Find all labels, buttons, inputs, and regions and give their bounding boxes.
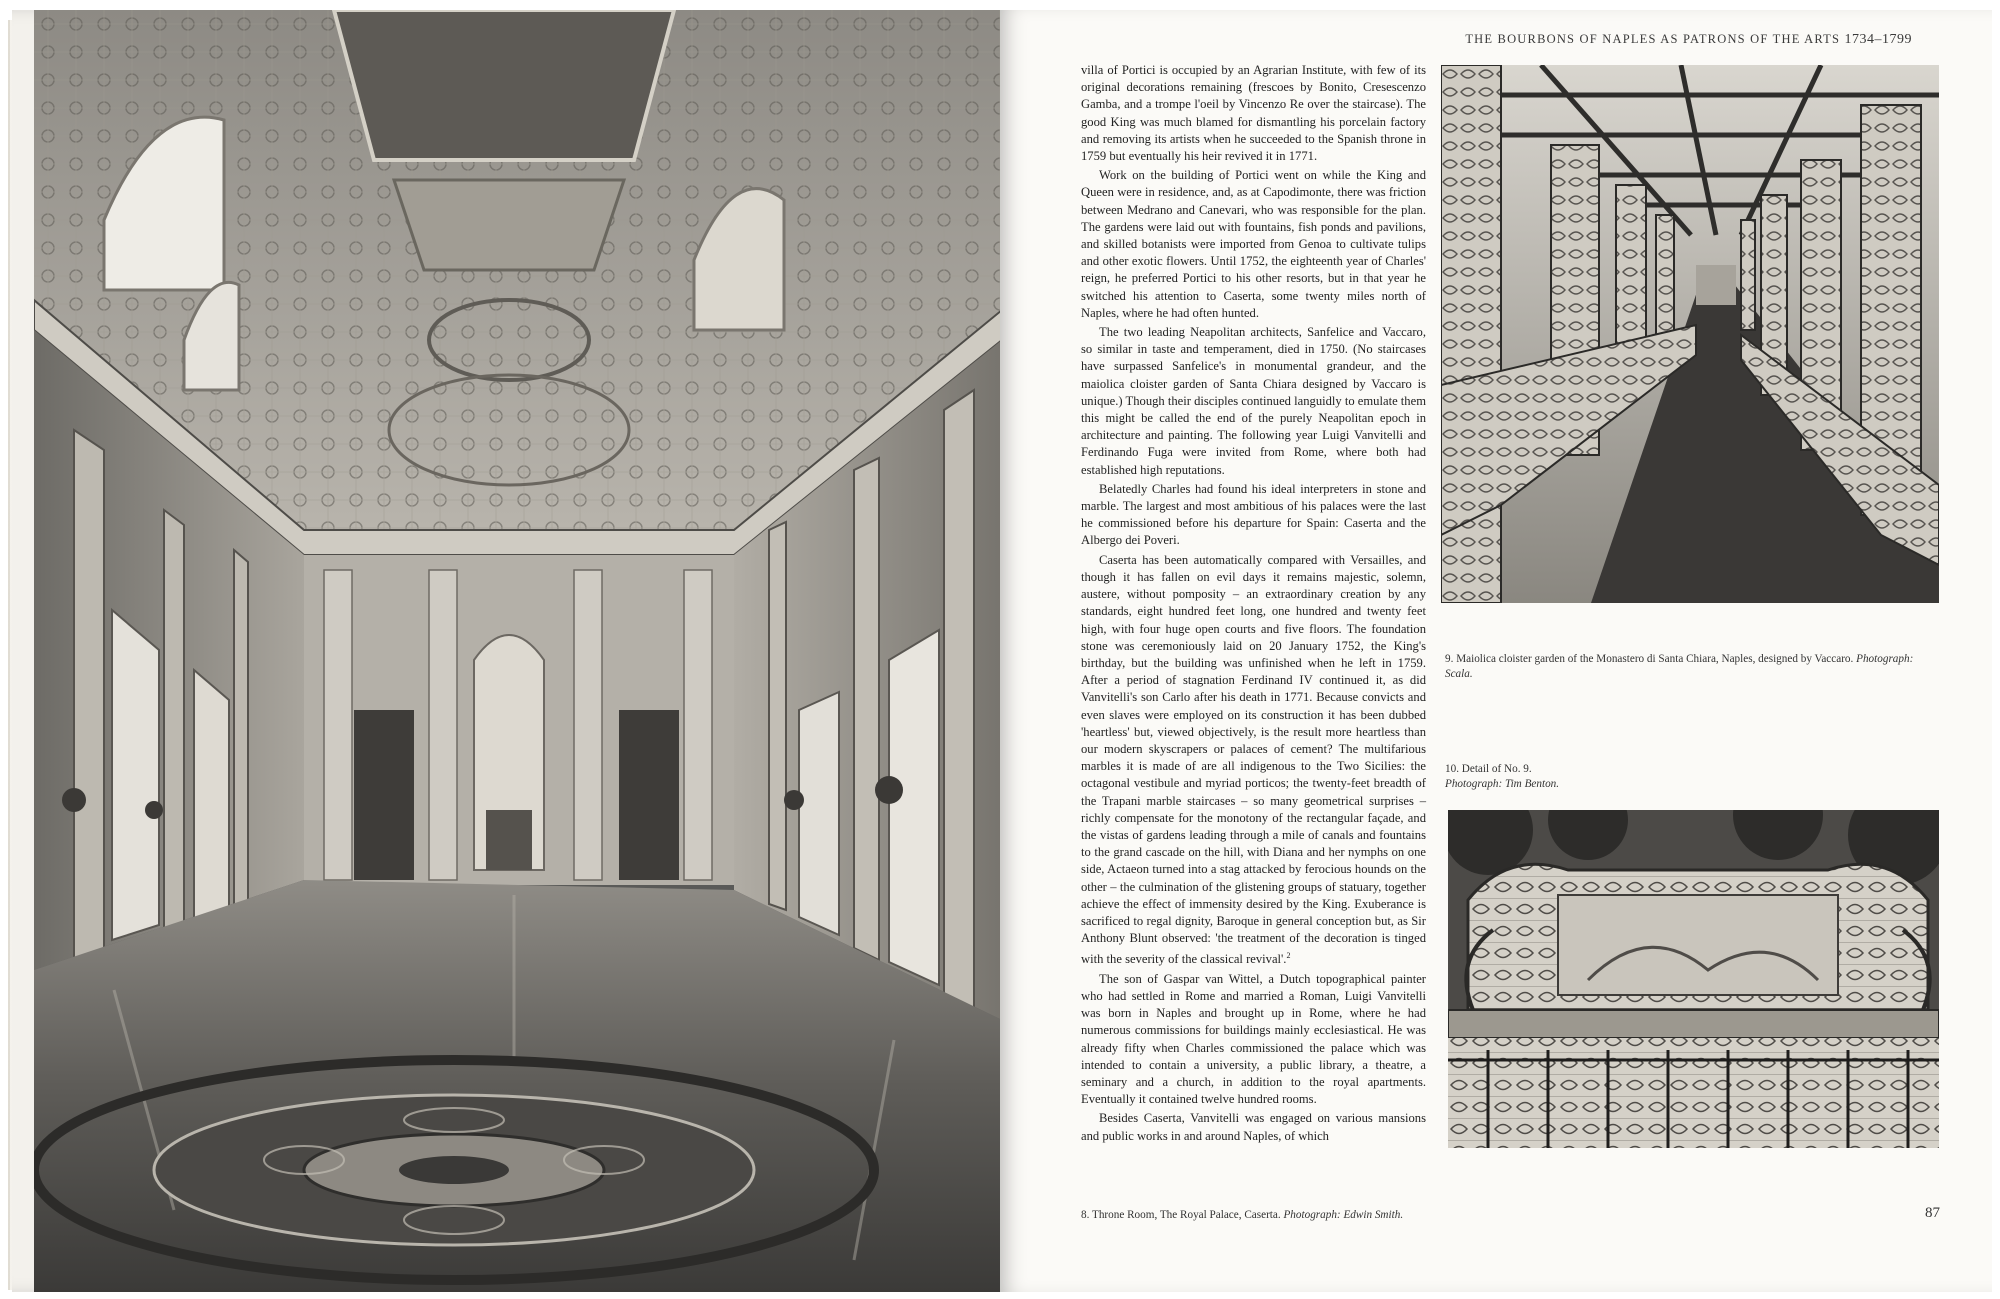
paragraph: villa of Portici is occupied by an Agrarian Institute, with few of its original decorations remaining (frescoes by Bonito, Cresescenzo Gamba, and a trompe l'oeil by Vincenzo Re over the staircase). The good King was much blamed for dismantling his porcelain factory and removing its artists when he succeeded to the Spanish throne in 1759 but eventually his heir revived it in 1771. [1081, 63, 1426, 164]
bench-detail-photo [1448, 810, 1939, 1148]
paragraph: Belatedly Charles had found his ideal interpreters in stone and marble. The largest and most ambitious of his palaces were the last he commissioned before his departure for Spain: Caserta and the Albergo dei Poveri. [1081, 481, 1426, 548]
caption-credit: Photograph: Edwin Smith. [1283, 1209, 1404, 1221]
caption-text: 9. Maiolica cloister garden of the Monastero di Santa Chiara, Naples, designed by Vaccaro. [1445, 653, 1854, 665]
paragraph: The son of Gaspar van Wittel, a Dutch topographical painter who had settled in Rome and married a Roman, Luigi Vanvitelli was born in Naples and brought up in Rome, where he had numerous commissions for buildings mainly ecclesiastical. He was already fifty when Charles commissioned the palace which was intended to contain a university, a public library, a theatre, a seminary and a church, in addition to the royal apartments. Eventually it contained twelve hundred rooms. [1081, 971, 1426, 1107]
caption-text: 10. Detail of No. 9. [1445, 763, 1532, 775]
throne-room-photo [34, 10, 1002, 1292]
figure-8-caption [1081, 1208, 1601, 1223]
figure-9-caption [1445, 652, 1915, 681]
cloister-pergola-illustration [1441, 65, 1939, 603]
paragraph: Work on the building of Portici went on while the King and Queen were in residence, and, as at Capodimonte, there was friction between Medrano and Canevari, who was responsible for the plan. The gardens were laid out with fountains, fish ponds and pavilions, and skilled botanists were imported from Genoa to cultivate tulips and other exotic flowers. Until 1752, the eighteenth year of Charles' reign, he preferred Portici to his other resorts, but in that year he switched his attention to Caserta, some twenty miles north of Naples, where he had often hunted. [1081, 168, 1426, 320]
body-text [1081, 62, 1426, 1147]
running-head-dates: 1734–1799 [1844, 32, 1912, 47]
paragraph: The two leading Neapolitan architects, Sanfelice and Vaccaro, so similar in taste and temperament, died in 1750. (No staircases have surpassed Sanfelice's in monumental grandeur, and the maiolica cloister garden of Santa Chiara designed by Vaccaro is unique.) Though their disciples continued languidly to emulate them this might be called the end of the purely Neapolitan epoch in architecture and painting. The following year Luigi Vanvitelli and Ferdinando Fuga were invited from Rome, where both had established high reputations. [1081, 325, 1426, 477]
cloister-garden-photo [1441, 65, 1939, 603]
caption-text: 8. Throne Room, The Royal Palace, Caserta. [1081, 1209, 1281, 1221]
caption-credit: Photograph: Scala. [1445, 653, 1914, 680]
page-number: 87 [1925, 1205, 1940, 1221]
throne-room-illustration [34, 10, 1002, 1292]
footnote-ref: 2 [1286, 951, 1291, 961]
paragraph-text: Caserta has been automatically compared with Versailles, and though it has fallen on evil days it remains majestic, solemn, austere, without pomposity – an extraordinary creation by any standards, eight hundred feet long, one hundred and twenty feet high, with four huge open courts and five floors. The foundation stone was ceremoniously laid on 20 January 1752, the King's birthday, but the building was unfinished when he left in 1759. After a period of stagnation Ferdinand IV continued it, as did Vanvitelli's son Carlo after his death in 1771. Because convicts and even slaves were employed on its construction it has been dubbed 'heartless' but, viewed objectively, is the result more heartless than our modern skyscrapers or palaces of cement? The multifarious marbles it is made of are all indigenous to the Two Sicilies: the octagonal vestibule and myriad porticos; the twenty-feet breadth of the Trapani marble staircases – so many geometrical surprises – richly compensate for the monotony of the rectangular façade, and the vistas of gardens leading through a mile of canals and fountains to the grand cascade on the hill, with Diana and her nymphs on one side, Actaeon turned into a stag attacked by ferocious hounds on the other – the culmination of the glistening groups of statuary, together achieve the effect of immensity desired by the King. Exuberance is sacrificed to regal dignity, Baroque in general conception but, as Sir Anthony Blunt observed: 'the treatment of the decoration is tinged with the severity of the classical revival'. [1081, 552, 1426, 967]
running-head-title: THE BOURBONS OF NAPLES AS PATRONS OF THE ARTS [1465, 32, 1841, 46]
caption-credit: Photograph: Tim Benton. [1445, 777, 1560, 790]
paragraph: Besides Caserta, Vanvitelli was engaged on various mansions and public works in and around Naples, of which [1081, 1111, 1426, 1143]
left-page [12, 10, 1000, 1292]
figure-10-caption [1445, 762, 1745, 791]
tiled-bench-illustration [1448, 810, 1939, 1148]
right-page [1000, 10, 1992, 1292]
running-head [1465, 32, 1912, 48]
paragraph-with-footnote [1081, 552, 1426, 969]
